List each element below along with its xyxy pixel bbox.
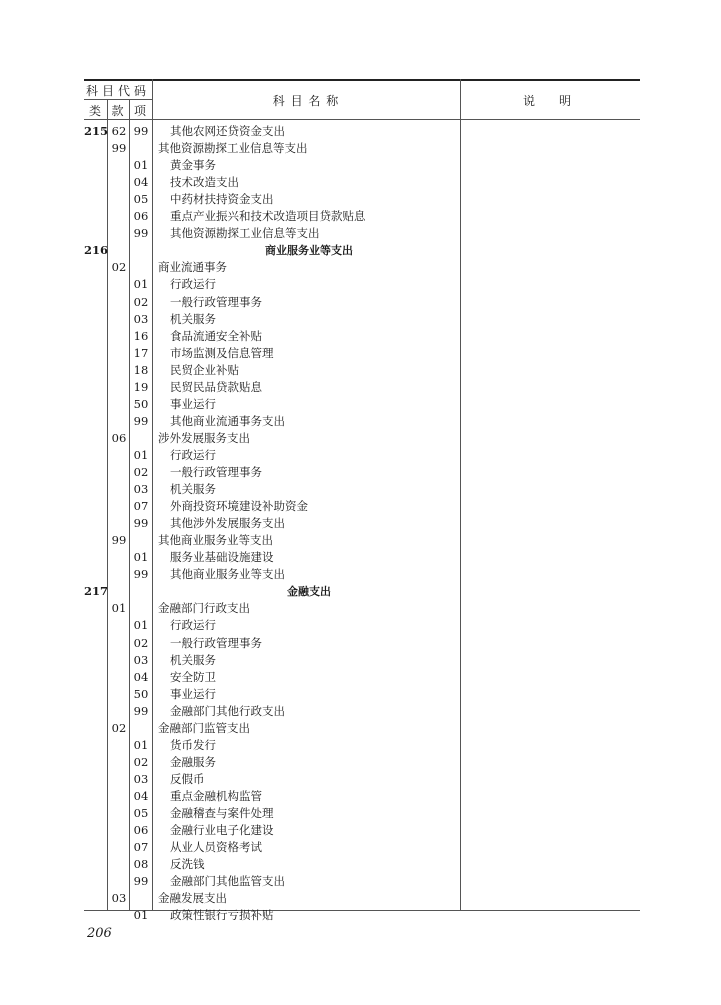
- table-row: [84, 686, 460, 703]
- cell-name: 金融稽查与案件处理: [170, 806, 274, 820]
- cell-name: 政策性银行亏损补贴: [170, 908, 274, 923]
- header-sub-rule: [84, 99, 152, 100]
- cell-name: 其他资源勘探工业信息等支出: [170, 226, 320, 241]
- cell-name: 事业运行: [170, 686, 216, 701]
- header-desc: 说 明: [522, 94, 577, 108]
- cell-kuan: 03: [111, 891, 127, 906]
- table-row: [84, 754, 460, 771]
- table-row: [84, 225, 460, 242]
- table-row: [84, 430, 460, 447]
- cell-xiang: 05: [133, 192, 149, 207]
- cell-name: 黄金事务: [170, 158, 216, 173]
- table-row: [84, 447, 460, 464]
- cell-xiang: 03: [133, 771, 149, 786]
- cell-name: 其他商业服务业等支出: [158, 533, 273, 548]
- table-row: [84, 635, 460, 652]
- cell-name: 金融部门监管支出: [158, 720, 250, 735]
- header-code: 科目代码: [85, 84, 150, 98]
- cell-name: 事业运行: [170, 396, 216, 411]
- table-row: [84, 123, 460, 140]
- cell-name: 安全防卫: [170, 669, 216, 684]
- cell-lei: 215: [84, 124, 109, 138]
- table-row: [84, 771, 460, 788]
- cell-xiang: 07: [133, 499, 149, 514]
- table-row: [84, 259, 460, 276]
- table-row: [84, 157, 460, 174]
- cell-name: 市场监测及信息管理: [170, 345, 274, 360]
- cell-name: 食品流通安全补贴: [170, 328, 262, 343]
- cell-xiang: 99: [133, 703, 149, 718]
- cell-name: 金融部门其他行政支出: [170, 703, 285, 718]
- cell-kuan: 99: [111, 141, 127, 156]
- cell-xiang: 01: [133, 277, 149, 292]
- table-row: [84, 549, 460, 566]
- table-row: [84, 174, 460, 191]
- table-row: [84, 413, 460, 430]
- table-row: [84, 600, 460, 617]
- cell-xiang: 01: [133, 550, 149, 565]
- cell-name: 其他农网还贷资金支出: [170, 124, 285, 138]
- top-rule: [84, 79, 640, 81]
- cell-xiang: 06: [133, 209, 149, 224]
- cell-name: 一般行政管理事务: [170, 635, 262, 650]
- cell-xiang: 01: [133, 158, 149, 173]
- cell-name: 外商投资环境建设补助资金: [170, 499, 308, 514]
- cell-xiang: 19: [133, 379, 149, 394]
- table-row: [84, 345, 460, 362]
- cell-xiang: 02: [133, 635, 149, 650]
- table-row: [84, 788, 460, 805]
- table-row: [84, 907, 460, 924]
- cell-xiang: 02: [133, 754, 149, 769]
- cell-xiang: 50: [133, 686, 149, 701]
- table-row: [84, 328, 460, 345]
- table-row: [84, 208, 460, 225]
- cell-xiang: 99: [133, 874, 149, 889]
- table-row: [84, 822, 460, 839]
- cell-name: 行政运行: [170, 277, 216, 292]
- cell-name: 机关服务: [170, 311, 216, 326]
- table-row: [84, 669, 460, 686]
- header-lei: 类: [88, 104, 102, 118]
- table-row: [84, 311, 460, 328]
- cell-name: 其他涉外发展服务支出: [170, 516, 285, 531]
- cell-name: 机关服务: [170, 652, 216, 667]
- cell-name: 服务业基础设施建设: [170, 550, 274, 565]
- page-number: 206: [87, 926, 112, 941]
- cell-kuan: 99: [111, 533, 127, 548]
- table-row: [84, 242, 460, 259]
- table-row: [84, 532, 460, 549]
- cell-xiang: 17: [133, 345, 149, 360]
- cell-name: 商业服务业等支出: [265, 244, 353, 258]
- table-row: [84, 737, 460, 754]
- header-kuan: 款: [111, 104, 125, 118]
- cell-kuan: 01: [111, 601, 127, 616]
- table-row: [84, 481, 460, 498]
- cell-name: 其他资源勘探工业信息等支出: [158, 141, 308, 156]
- table-row: [84, 464, 460, 481]
- table-row: [84, 720, 460, 737]
- table-row: [84, 276, 460, 293]
- table-row: [84, 805, 460, 822]
- table-row: [84, 396, 460, 413]
- table-row: [84, 583, 460, 600]
- cell-name: 反洗钱: [170, 857, 205, 872]
- cell-xiang: 16: [133, 328, 149, 343]
- cell-xiang: 99: [133, 226, 149, 241]
- cell-xiang: 01: [133, 618, 149, 633]
- cell-xiang: 01: [133, 737, 149, 752]
- cell-name: 金融行业电子化建设: [170, 823, 274, 838]
- cell-xiang: 03: [133, 652, 149, 667]
- table-row: [84, 873, 460, 890]
- cell-xiang: 04: [133, 669, 149, 684]
- cell-xiang: 18: [133, 362, 149, 377]
- cell-name: 一般行政管理事务: [170, 465, 262, 479]
- cell-name: 其他商业服务业等支出: [170, 567, 285, 582]
- cell-name: 货币发行: [170, 737, 216, 752]
- cell-name: 民贸企业补贴: [170, 362, 239, 377]
- cell-xiang: 04: [133, 788, 149, 803]
- cell-name: 金融服务: [170, 754, 216, 769]
- table-row: [84, 566, 460, 583]
- header-xiang: 项: [133, 104, 147, 118]
- cell-xiang: 06: [133, 823, 149, 838]
- cell-kuan: 02: [111, 260, 127, 275]
- cell-name: 其他商业流通事务支出: [170, 413, 285, 428]
- table-row: [84, 362, 460, 379]
- cell-name: 金融部门行政支出: [158, 601, 250, 616]
- cell-xiang: 99: [133, 516, 149, 531]
- table-row: [84, 515, 460, 532]
- cell-lei: 217: [84, 584, 109, 599]
- cell-xiang: 07: [133, 840, 149, 855]
- cell-xiang: 99: [133, 124, 149, 138]
- cell-name: 中药材扶持资金支出: [170, 192, 274, 207]
- cell-name: 重点金融机构监管: [170, 788, 262, 803]
- table-row: [84, 703, 460, 720]
- table-row: [84, 652, 460, 669]
- cell-name: 机关服务: [170, 482, 216, 497]
- subject-table: [84, 79, 640, 923]
- cell-xiang: 05: [133, 806, 149, 820]
- cell-name: 商业流通事务: [158, 260, 227, 275]
- cell-xiang: 99: [133, 413, 149, 428]
- cell-xiang: 03: [133, 311, 149, 326]
- cell-name: 重点产业振兴和技术改造项目贷款贴息: [170, 209, 366, 224]
- cell-name: 反假币: [170, 771, 205, 786]
- cell-xiang: 03: [133, 482, 149, 497]
- table-row: [84, 839, 460, 856]
- table-row: [84, 890, 460, 907]
- cell-name: 金融部门其他监管支出: [170, 874, 285, 889]
- cell-name: 金融支出: [287, 585, 331, 599]
- cell-kuan: 62: [111, 124, 127, 138]
- cell-name: 行政运行: [170, 618, 216, 633]
- cell-xiang: 99: [133, 567, 149, 582]
- cell-xiang: 50: [133, 396, 149, 411]
- table-row: [84, 140, 460, 157]
- cell-name: 涉外发展服务支出: [158, 430, 250, 445]
- table-row: [84, 498, 460, 515]
- cell-xiang: 04: [133, 175, 149, 190]
- cell-xiang: 02: [133, 465, 149, 479]
- table-row: [84, 856, 460, 873]
- cell-lei: 216: [84, 243, 109, 258]
- cell-name: 技术改造支出: [170, 175, 239, 190]
- cell-name: 行政运行: [170, 447, 216, 462]
- header-name: 科 目 名 称: [272, 94, 340, 108]
- cell-name: 金融发展支出: [158, 891, 227, 906]
- cell-name: 民贸民品贷款贴息: [170, 379, 262, 394]
- cell-xiang: 01: [133, 447, 149, 462]
- header-rule: [84, 119, 640, 120]
- cell-xiang: 08: [133, 857, 149, 872]
- cell-xiang: 01: [133, 908, 149, 923]
- divider-name: [460, 79, 461, 911]
- cell-name: 从业人员资格考试: [170, 840, 262, 855]
- cell-xiang: 02: [133, 294, 149, 309]
- table-row: [84, 379, 460, 396]
- cell-name: 一般行政管理事务: [170, 294, 262, 309]
- table-row: [84, 191, 460, 208]
- table-row: [84, 294, 460, 311]
- cell-kuan: 06: [111, 430, 127, 445]
- table-row: [84, 617, 460, 634]
- cell-kuan: 02: [111, 720, 127, 735]
